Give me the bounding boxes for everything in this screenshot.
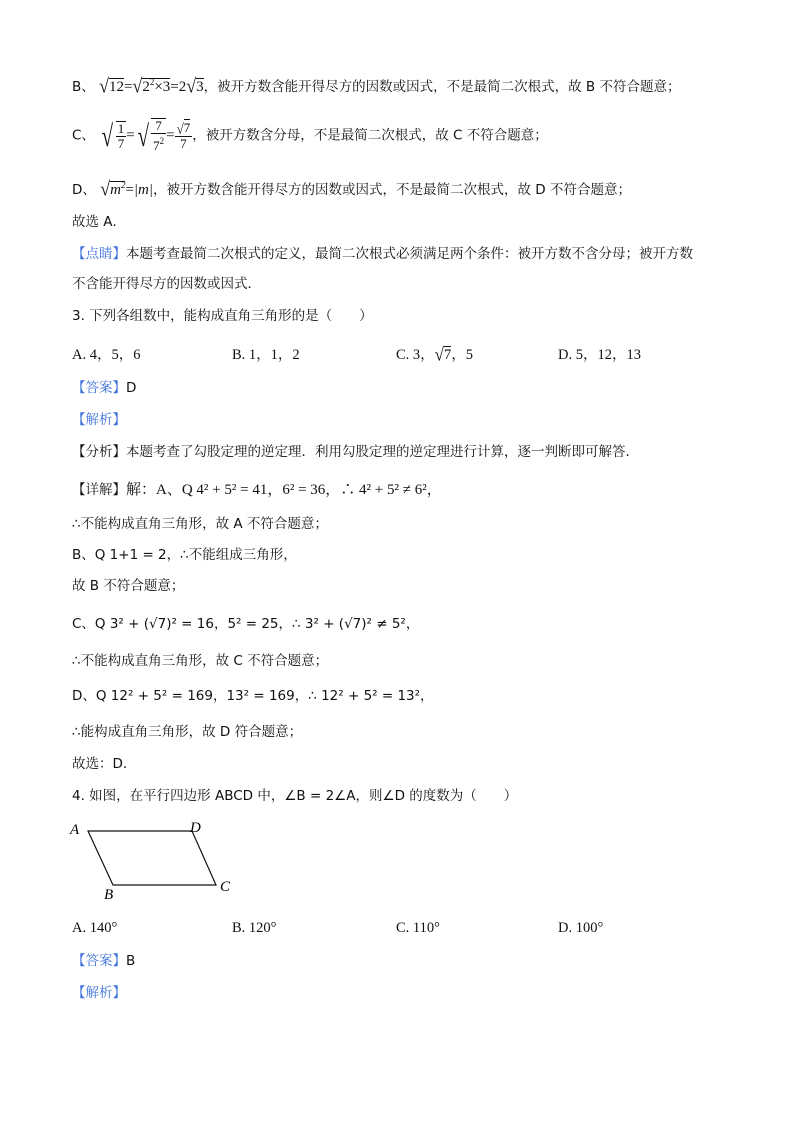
radicand (110, 181, 125, 198)
detail-text: 解：A、Q 4² + 5² = 41，6² = 36，∴ 4² + 5² ≠ 6²， (126, 482, 442, 498)
base: 2 (142, 79, 150, 95)
exponent: 2 (159, 136, 165, 146)
radical-sign: √ (176, 119, 184, 137)
radicand: 3 (196, 79, 204, 95)
radicand: 7 (444, 347, 452, 363)
q4-analysis-tag (72, 983, 126, 1003)
analysis-tag: 【解析】 (72, 985, 126, 1001)
vertex-label-a: A (70, 822, 80, 838)
q3-detail-a2: ∴不能构成直角三角形，故 A 不符合题意； (72, 516, 328, 532)
q3-detail-c2: ∴不能构成直角三角形，故 C 不符合题意； (72, 653, 329, 669)
question-4-stem: 4. 如图，在平行四边形 ABCD 中，∠B = 2∠A，则∠D 的度数为（ ） (72, 788, 518, 804)
fraction (151, 118, 166, 153)
denominator-base: 7 (153, 138, 160, 153)
denominator: 7 (117, 135, 125, 151)
equals: = (166, 127, 175, 144)
conclusion-a: 故选 A． (72, 214, 127, 230)
equals: =2 (170, 79, 187, 95)
q4-option-b: B. 120° (232, 920, 277, 936)
option-suffix: ，5 (451, 347, 474, 363)
explanation: ，被开方数含能开得尽方的因数或因式，不是最简二次根式，故 D 不符合题意； (153, 182, 631, 198)
numerator: 1 (117, 120, 125, 136)
option-label: D、 (72, 182, 96, 198)
solution-line-c (72, 118, 548, 154)
fenxi-tag: 【分析】 (72, 444, 126, 460)
radical-sign: √ (434, 344, 445, 365)
q3-answer (72, 378, 136, 398)
comment-line-1 (72, 244, 693, 264)
q3-detail-b: B、Q 1+1 = 2，∴不能组成三角形， (72, 547, 297, 563)
comment-line-2: 不含能开得尽方的因数或因式． (72, 276, 261, 292)
q3-detail-a (72, 480, 442, 500)
radicand: 7 (183, 119, 191, 135)
option-label: B、 (72, 79, 95, 95)
numerator (175, 121, 193, 137)
answer-value: B (126, 953, 136, 969)
radical-sign: √ (99, 75, 109, 97)
parallelogram-shape (88, 831, 216, 885)
comment-tag: 【点睛】 (72, 246, 126, 262)
answer-value: D (126, 380, 137, 396)
answer-tag: 【答案】 (72, 953, 126, 969)
numerator: 7 (151, 119, 166, 134)
denominator: 7 (180, 135, 187, 151)
solution-line-d (72, 175, 631, 200)
comment-text: 本题考查最简二次根式的定义，最简二次根式必须满足两个条件：被开方数不含分母；被开方数 (126, 246, 693, 262)
vertex-label-c: C (220, 879, 231, 895)
q3-detail-b2: 故 B 不符合题意； (72, 578, 185, 594)
q3-detail-c: C、Q 3² + (√7)² = 16，5² = 25，∴ 3² + (√7)² ≠ 5²， (72, 616, 420, 632)
option-prefix: C. 3， (396, 347, 435, 363)
q3-option-b: B. 1，1，2 (232, 347, 300, 363)
fraction (116, 121, 127, 151)
vertex-label-d: D (190, 820, 201, 836)
fraction (175, 121, 193, 151)
exponent: 2 (120, 180, 126, 190)
q3-conclusion: 故选：D． (72, 756, 137, 772)
fenxi-text: 本题考查了勾股定理的逆定理．利用勾股定理的逆定理进行计算，逐一判断即可解答． (126, 444, 639, 460)
solution-line-b (72, 72, 680, 97)
equals: = (125, 182, 134, 198)
q3-option-a: A. 4，5，6 (72, 347, 141, 363)
q4-option-a: A. 140° (72, 920, 118, 936)
q3-option-c (396, 343, 473, 365)
q3-detail-d: D、Q 12² + 5² = 169，13² = 169，∴ 12² + 5² = 13²， (72, 688, 434, 704)
factor: ×3 (154, 79, 171, 95)
radical-sign: √ (132, 75, 143, 97)
explanation: ，被开方数含分母，不是最简二次根式，故 C 不符合题意； (192, 127, 548, 144)
q3-fenxi (72, 442, 639, 462)
equals: = (123, 79, 133, 95)
answer-tag: 【答案】 (72, 380, 126, 396)
q3-analysis-tag (72, 410, 126, 430)
radicand: $2^2\times 3$ (142, 77, 171, 95)
analysis-tag: 【解析】 (72, 412, 126, 428)
radical-sign: √ (137, 119, 149, 153)
q4-option-d: D. 100° (558, 920, 604, 936)
radicand: 12 (108, 79, 124, 95)
absolute-value: |m| (133, 182, 153, 198)
variable: m (110, 182, 121, 198)
option-label: C、 (72, 127, 95, 144)
detail-tag: 【详解】 (72, 482, 126, 498)
radical-sign: √ (100, 178, 111, 200)
vertex-label-b: B (104, 887, 114, 902)
q4-option-c: C. 110° (396, 920, 440, 936)
explanation: ，被开方数含能开得尽方的因数或因式，不是最简二次根式，故 B 不符合题意； (203, 79, 681, 95)
question-3-stem: 3. 下列各组数中，能构成直角三角形的是（ ） (72, 308, 373, 324)
q3-detail-d2: ∴能构成直角三角形，故 D 符合题意； (72, 724, 303, 740)
equals: = (126, 127, 135, 144)
denominator (151, 134, 166, 153)
q3-option-d: D. 5，12，13 (558, 347, 641, 363)
q4-answer (72, 951, 135, 971)
radical-sign: √ (101, 119, 114, 153)
parallelogram-figure (66, 812, 246, 902)
radical-sign: √ (186, 75, 197, 97)
